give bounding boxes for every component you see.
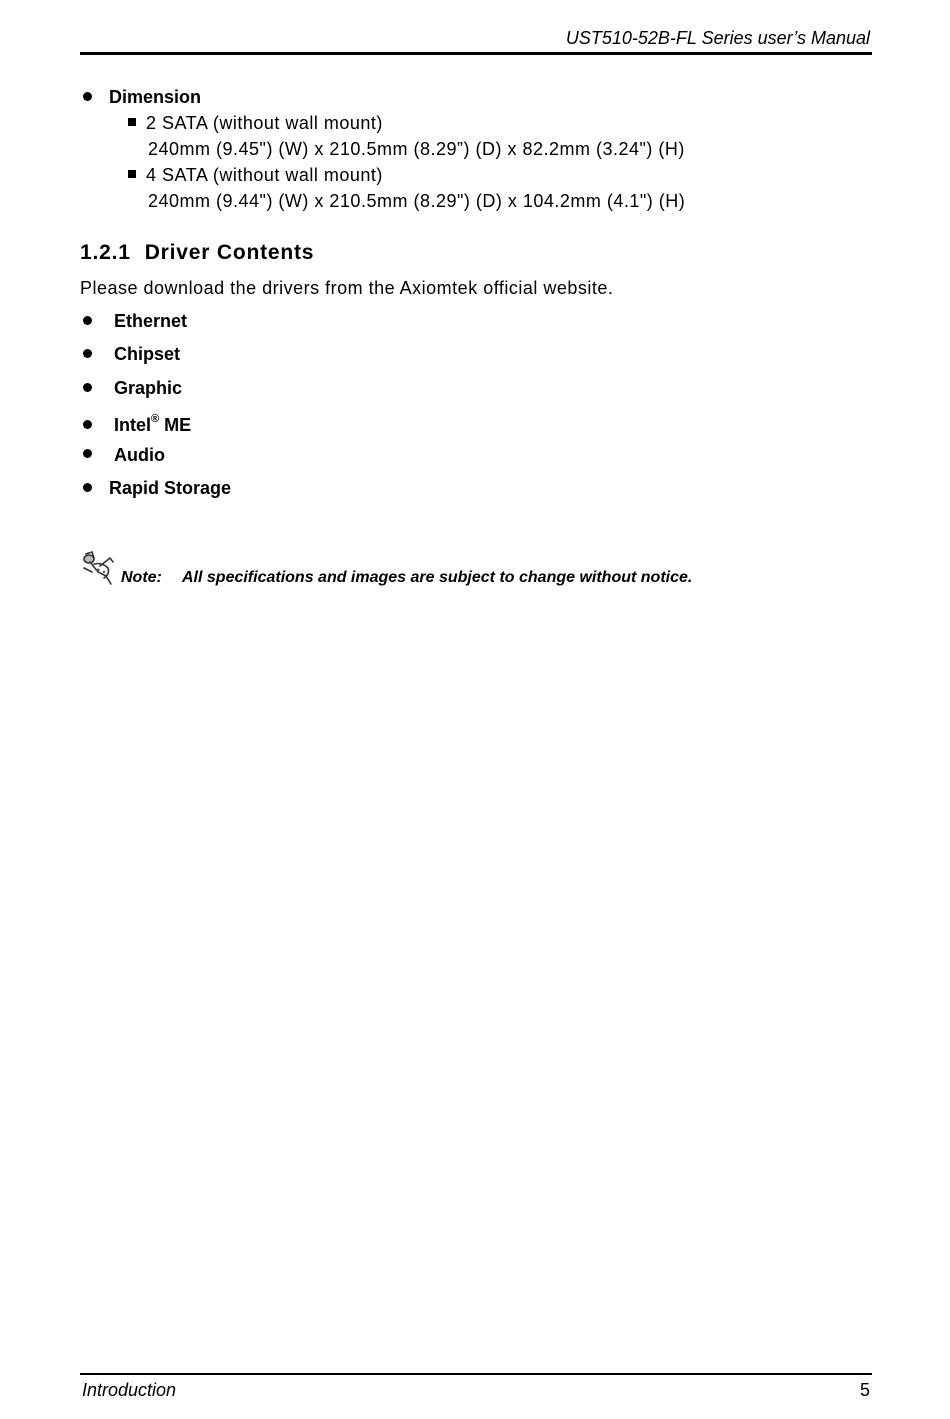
note-pin-icon	[80, 550, 118, 586]
driver-list	[80, 309, 880, 509]
registered-mark: ®	[151, 413, 160, 426]
bullet-icon	[83, 449, 92, 458]
page-header	[80, 26, 872, 55]
bullet-icon	[83, 483, 92, 492]
dimension-item-label: 4 SATA (without wall mount)	[146, 165, 383, 185]
page-content	[80, 84, 880, 509]
bullet-icon	[83, 383, 92, 392]
note-block	[80, 550, 880, 590]
driver-label: Intel	[114, 415, 152, 436]
driver-label: Chipset	[114, 344, 181, 365]
section-intro: Please download the drivers from the Axiomtek official website.	[80, 278, 614, 298]
driver-label: Graphic	[114, 377, 183, 398]
dimension-title: Dimension	[109, 87, 202, 107]
driver-label: Ethernet	[114, 311, 188, 331]
section-title: Driver Contents	[144, 241, 315, 264]
driver-list-item	[80, 443, 880, 476]
driver-label: Audio	[114, 444, 165, 465]
dimension-item	[128, 110, 880, 162]
square-bullet-icon	[128, 118, 136, 126]
note-label: Note:	[121, 569, 162, 586]
driver-list-item	[80, 376, 880, 409]
bullet-icon	[83, 420, 92, 429]
dimension-item-label: 2 SATA (without wall mount)	[146, 113, 383, 133]
driver-list-item	[80, 342, 880, 375]
dimension-item-size: 240mm (9.45") (W) x 210.5mm (8.29”) (D) x 82.2mm (3.24") (H)	[148, 139, 685, 159]
square-bullet-icon	[128, 170, 136, 178]
dimension-item	[128, 162, 880, 214]
bullet-icon	[83, 349, 92, 358]
driver-list-item	[80, 476, 880, 509]
dimension-item-size: 240mm (9.44") (W) x 210.5mm (8.29") (D) x 104.2mm (4.1") (H)	[148, 191, 686, 211]
driver-label-suffix: ME	[159, 415, 192, 436]
page-footer	[80, 1373, 872, 1405]
section-heading	[80, 238, 880, 268]
page-number: 5	[859, 1380, 870, 1400]
bullet-icon	[83, 92, 92, 101]
dimension-heading	[80, 84, 880, 110]
note-text: All specifications and images are subject to change without notice.	[182, 569, 693, 586]
dimension-list	[128, 110, 880, 214]
footer-section-name: Introduction	[82, 1380, 177, 1400]
section-number: 1.2.1	[80, 241, 131, 264]
driver-list-item	[80, 409, 880, 442]
driver-label: Rapid Storage	[109, 477, 232, 498]
manual-title: UST510-52B-FL Series user’s Manual	[565, 28, 870, 48]
bullet-icon	[83, 316, 92, 325]
driver-list-item	[80, 309, 880, 342]
